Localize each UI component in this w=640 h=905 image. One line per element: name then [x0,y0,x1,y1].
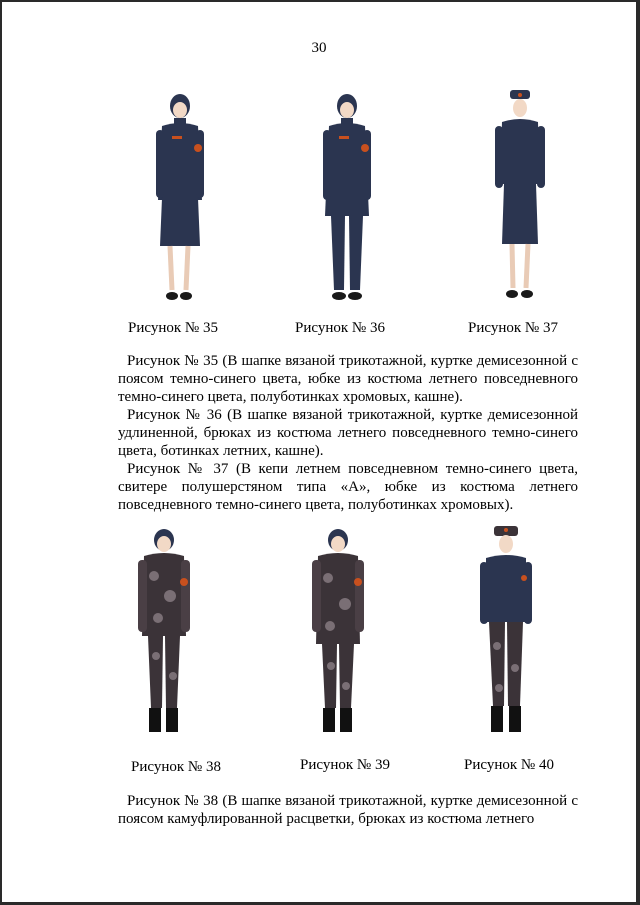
figure-38-description-block [118,792,578,828]
figure-39-illustration [308,526,368,742]
figure-35-caption: Рисунок № 35 [128,320,218,336]
figure-36-caption: Рисунок № 36 [295,320,385,336]
figure-38-caption: Рисунок № 38 [131,759,221,775]
figure-40-illustration [476,522,536,742]
description-38: Рисунок № 38 (В шапке вязаной трикотажной, куртке демисезонной с поясом камуфлированной расцветки, брюках из костюма летнего [118,793,578,827]
document-page [2,2,636,902]
figure-35-illustration [150,90,210,305]
figure-37-illustration [490,88,550,305]
page-number: 30 [311,40,327,56]
figure-38-illustration [134,526,194,742]
description-36: Рисунок № 36 (В шапке вязаной трикотажной, куртке демисезонной удлиненной, брюках из костюма летнего повседневного темно-синего цвета, ботинках летних, кашне). [118,407,578,459]
figure-36-illustration [317,90,377,305]
figure-40-caption: Рисунок № 40 [464,757,554,773]
description-35: Рисунок № 35 (В шапке вязаной трикотажной, куртке демисезонной с поясом темно-синего цвета, юбке из костюма летнего повседневного темно-синего цвета, полуботинках хромовых, кашне). [118,353,578,405]
figure-39-caption: Рисунок № 39 [300,757,390,773]
figure-37-caption: Рисунок № 37 [468,320,558,336]
figures-35-37-descriptions [118,352,578,514]
description-37: Рисунок № 37 (В кепи летнем повседневном темно-синего цвета, свитере полушерстяном типа «А», юбке из костюма летнего повседневного темно-синего цвета, полуботинках хромовых). [118,461,578,513]
